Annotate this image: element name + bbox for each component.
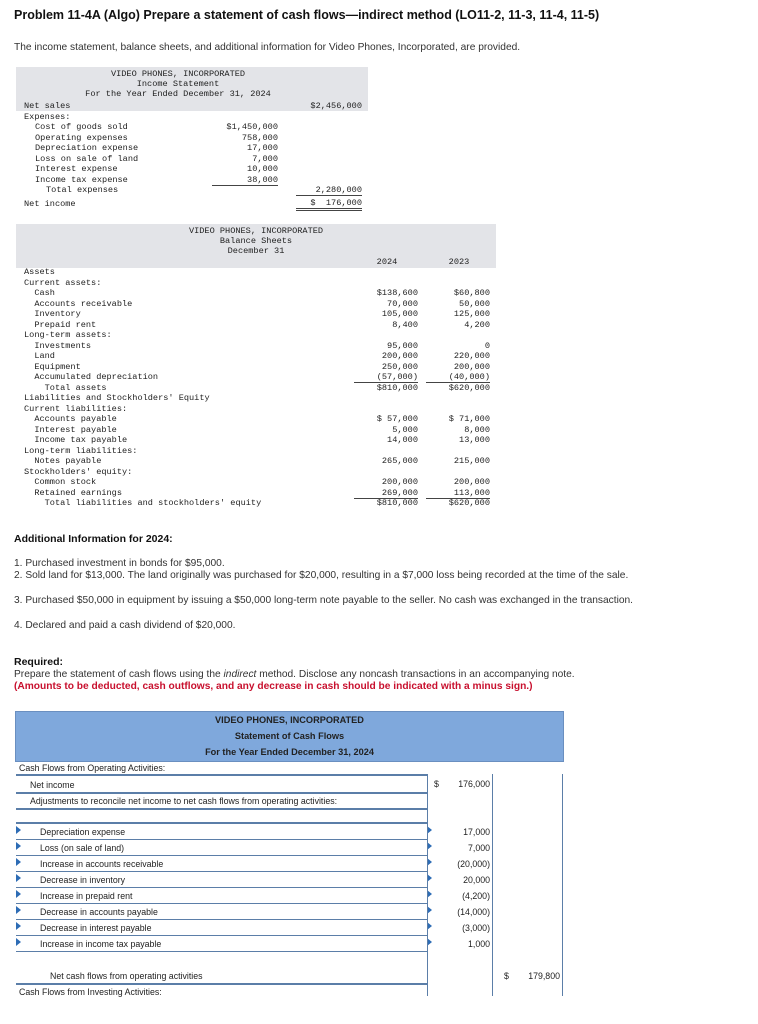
is-expense-label-1: Operating expenses: [35, 132, 128, 143]
bs-row-value-2023: 200,000: [453, 477, 490, 487]
is-net-income-label: Net income: [24, 199, 76, 209]
bs-col-2024: 2024: [376, 257, 398, 267]
is-name: Income Statement: [136, 79, 220, 89]
dropdown-marker-icon: [16, 842, 21, 850]
cf-company: VIDEO PHONES, INCORPORATED: [215, 715, 364, 725]
cf-adjustment-value[interactable]: 20,000: [463, 875, 490, 885]
cf-adjustment-value[interactable]: 1,000: [467, 939, 490, 949]
bs-name: Balance Sheets: [219, 236, 293, 246]
bs-row-value-2023: 4,200: [464, 319, 490, 330]
is-total-expenses-value: 2,280,000: [296, 185, 362, 196]
bs-row-value-2024: 265,000: [381, 456, 418, 466]
additional-item-4: 4. Declared and paid a cash dividend of $20,000.: [14, 620, 236, 631]
cf-adjustment-value[interactable]: 7,000: [467, 843, 490, 853]
is-expenses-label: Expenses:: [24, 111, 71, 122]
bs-row-value-2023: 8,000: [464, 424, 490, 435]
cf-col-sep-2: [492, 774, 493, 996]
bs-row-label: Land: [24, 351, 55, 361]
bs-row-value-2023: (40,000): [426, 372, 490, 383]
is-net-income-value: $ 176,000: [296, 198, 362, 211]
dropdown-marker-icon: [16, 922, 21, 930]
cf-net-income-label: Net income: [30, 780, 75, 790]
bs-row-value-2023: $620,000: [448, 498, 490, 508]
bs-row-label: Cash: [24, 288, 55, 298]
dropdown-marker-icon: [16, 938, 21, 946]
bs-row-value-2024: 250,000: [381, 361, 418, 372]
bs-row-label: Accounts payable: [24, 414, 117, 424]
is-net-sales-label: Net sales: [24, 101, 71, 111]
additional-item-1: 1. Purchased investment in bonds for $95,000.: [14, 558, 225, 569]
cf-adjustment-label[interactable]: Decrease in interest payable: [40, 923, 152, 933]
cf-adjustment-value[interactable]: (4,200): [462, 891, 490, 901]
cf-adjustment-value[interactable]: 17,000: [463, 827, 490, 837]
bs-row-label: Income tax payable: [24, 435, 128, 445]
cf-row-rule: [16, 935, 427, 936]
bs-row-value-2024: $810,000: [376, 498, 418, 508]
is-expense-label-4: Interest expense: [35, 164, 118, 174]
required-red-note: (Amounts to be deducted, cash outflows, and any decrease in cash should be indicated with a minus sign.): [14, 681, 533, 692]
bs-row-value-2024: 70,000: [387, 298, 418, 309]
cf-row-rule: [16, 951, 427, 952]
intro-text: The income statement, balance sheets, and additional information for Video Phones, Incorporated, are provided.: [14, 42, 521, 53]
cf-net-income-symbol: $: [434, 779, 439, 789]
cf-adjust-label: Adjustments to reconcile net income to net cash flows from operating activities:: [30, 796, 338, 806]
bs-row-label: Interest payable: [24, 424, 117, 435]
bs-row-label: Total assets: [24, 382, 107, 393]
dropdown-marker-icon: [16, 874, 21, 882]
bs-row-value-2023: 125,000: [453, 309, 490, 319]
is-period: For the Year Ended December 31, 2024: [85, 89, 271, 99]
bs-row-value-2024: $810,000: [376, 382, 418, 393]
bs-row-value-2023: $620,000: [448, 382, 490, 393]
bs-row-value-2024: (57,000): [354, 372, 418, 383]
cf-rule-adj2: [16, 822, 427, 824]
cf-row-rule: [16, 839, 427, 840]
bs-row-label: Prepaid rent: [24, 319, 97, 330]
bs-row-value-2023: 0: [484, 340, 490, 351]
bs-row-value-2023: $ 71,000: [448, 414, 490, 424]
bs-row-value-2024: 105,000: [381, 309, 418, 319]
bs-row-label: Long-term liabilities:: [24, 445, 138, 456]
bs-row-value-2023: 50,000: [459, 298, 490, 309]
is-expense-label-5: Income tax expense: [35, 174, 128, 185]
bs-row-value-2024: 95,000: [387, 340, 418, 351]
dropdown-marker-icon: [16, 890, 21, 898]
problem-title: Problem 11-4A (Algo) Prepare a statement of cash flows—indirect method (LO11-2, 11-3, 11-4, 11-5): [14, 8, 600, 22]
cf-adjustment-value[interactable]: (14,000): [457, 907, 490, 917]
is-expense-value-0: $1,450,000: [226, 122, 278, 132]
bs-row-label: Investments: [24, 340, 92, 351]
cf-name: Statement of Cash Flows: [234, 731, 345, 741]
is-net-sales-value: $2,456,000: [310, 101, 362, 111]
is-expense-value-4: 10,000: [247, 164, 278, 174]
cf-rule-net: [16, 983, 427, 985]
dropdown-marker-icon: [16, 858, 21, 866]
cf-col-sep-1: [427, 774, 428, 996]
required-text-em: indirect: [223, 669, 257, 680]
is-expense-label-2: Depreciation expense: [35, 143, 139, 153]
bs-row-label: Retained earnings: [24, 487, 122, 498]
cf-row-rule: [16, 887, 427, 888]
bs-row-value-2024: 269,000: [354, 488, 418, 499]
cf-period: For the Year Ended December 31, 2024: [205, 747, 374, 757]
bs-row-value-2024: $138,600: [376, 288, 418, 298]
is-expense-value-5: 38,000: [212, 175, 278, 186]
is-expense-label-0: Cost of goods sold: [35, 122, 128, 132]
cf-header: [15, 711, 564, 762]
cf-investing-heading: Cash Flows from Investing Activities:: [19, 987, 162, 997]
cf-adjustment-label[interactable]: Depreciation expense: [40, 827, 126, 837]
bs-row-value-2023: $60,800: [453, 288, 490, 298]
bs-row-label: Liabilities and Stockholders' Equity: [24, 393, 210, 403]
bs-date: December 31: [227, 246, 285, 256]
bs-row-label: Inventory: [24, 309, 81, 319]
dropdown-marker-icon: [16, 906, 21, 914]
cf-adjustment-value[interactable]: (20,000): [457, 859, 490, 869]
cf-rule-top: [16, 774, 427, 776]
bs-row-value-2023: 215,000: [453, 456, 490, 466]
bs-row-value-2024: $ 57,000: [376, 414, 418, 424]
bs-row-label: Notes payable: [24, 456, 102, 466]
cf-adjustment-label[interactable]: Increase in income tax payable: [40, 939, 162, 949]
cf-row-rule: [16, 919, 427, 920]
bs-row-label: Current liabilities:: [24, 403, 128, 414]
cf-adjustment-label[interactable]: Increase in prepaid rent: [40, 891, 133, 901]
bs-row-label: Common stock: [24, 477, 97, 487]
additional-heading: Additional Information for 2024:: [14, 533, 173, 545]
bs-row-label: Equipment: [24, 361, 81, 372]
is-expense-value-1: 758,000: [241, 132, 278, 143]
required-text: [14, 669, 744, 682]
is-expense-value-3: 7,000: [252, 153, 278, 164]
bs-row-value-2024: 200,000: [381, 477, 418, 487]
bs-row-value-2023: 200,000: [453, 361, 490, 372]
bs-row-label: Assets: [24, 267, 55, 277]
is-expense-value-2: 17,000: [247, 143, 278, 153]
required-text-post: method. Disclose any noncash transactions in an accompanying note.: [256, 669, 575, 680]
cf-net-income-value[interactable]: 176,000: [458, 779, 490, 789]
bs-row-value-2024: 8,400: [392, 319, 418, 330]
cf-adjustment-label[interactable]: Decrease in accounts payable: [40, 907, 158, 917]
cf-col-sep-3: [562, 774, 563, 996]
required-text-pre: Prepare the statement of cash flows using the: [14, 669, 224, 680]
cf-rule-adj: [16, 808, 427, 810]
cf-row-rule: [16, 855, 427, 856]
cf-net-operating-symbol: $: [504, 971, 509, 981]
bs-row-value-2024: 5,000: [392, 424, 418, 435]
bs-row-value-2023: 220,000: [453, 351, 490, 361]
bs-col-2023: 2023: [448, 257, 470, 267]
bs-row-label: Stockholders' equity:: [24, 466, 133, 477]
required-heading: Required:: [14, 656, 64, 668]
is-company: VIDEO PHONES, INCORPORATED: [110, 69, 246, 79]
cf-net-operating-label: Net cash flows from operating activities: [50, 971, 203, 981]
cf-row-rule: [16, 903, 427, 904]
bs-row-value-2024: 14,000: [387, 435, 418, 445]
cf-adjustment-label[interactable]: Decrease in inventory: [40, 875, 126, 885]
income-statement-panel: [16, 67, 368, 212]
additional-item-3: 3. Purchased $50,000 in equipment by issuing a $50,000 long-term note payable to the seller. No cash was exchanged in the transaction.: [14, 595, 634, 606]
bs-row-value-2023: 113,000: [426, 488, 490, 499]
cf-net-operating-value[interactable]: 179,800: [528, 971, 560, 981]
bs-row-label: Accounts receivable: [24, 298, 133, 309]
bs-row-label: Accumulated depreciation: [24, 372, 159, 382]
bs-company: VIDEO PHONES, INCORPORATED: [188, 226, 324, 236]
bs-row-label: Current assets:: [24, 277, 102, 288]
bs-row-value-2023: 13,000: [459, 435, 490, 445]
balance-sheet-panel: [16, 224, 496, 522]
cf-rule-ni: [16, 792, 427, 794]
cf-adjustment-label[interactable]: Loss (on sale of land): [40, 843, 125, 853]
cf-row-rule: [16, 871, 427, 872]
cf-operating-heading: Cash Flows from Operating Activities:: [19, 763, 166, 773]
bs-row-label: Total liabilities and stockholders' equity: [24, 498, 262, 508]
additional-item-2: 2. Sold land for $13,000. The land originally was purchased for $20,000, resulting in a $7,000 loss being recorded at the time of the sale.: [14, 570, 629, 581]
bs-row-label: Long-term assets:: [24, 330, 112, 340]
is-total-expenses-label: Total expenses: [46, 185, 119, 195]
cf-adjustment-value[interactable]: (3,000): [462, 923, 490, 933]
is-expense-label-3: Loss on sale of land: [35, 153, 139, 164]
bs-row-value-2024: 200,000: [381, 351, 418, 361]
dropdown-marker-icon: [16, 826, 21, 834]
cf-adjustment-label[interactable]: Increase in accounts receivable: [40, 859, 164, 869]
